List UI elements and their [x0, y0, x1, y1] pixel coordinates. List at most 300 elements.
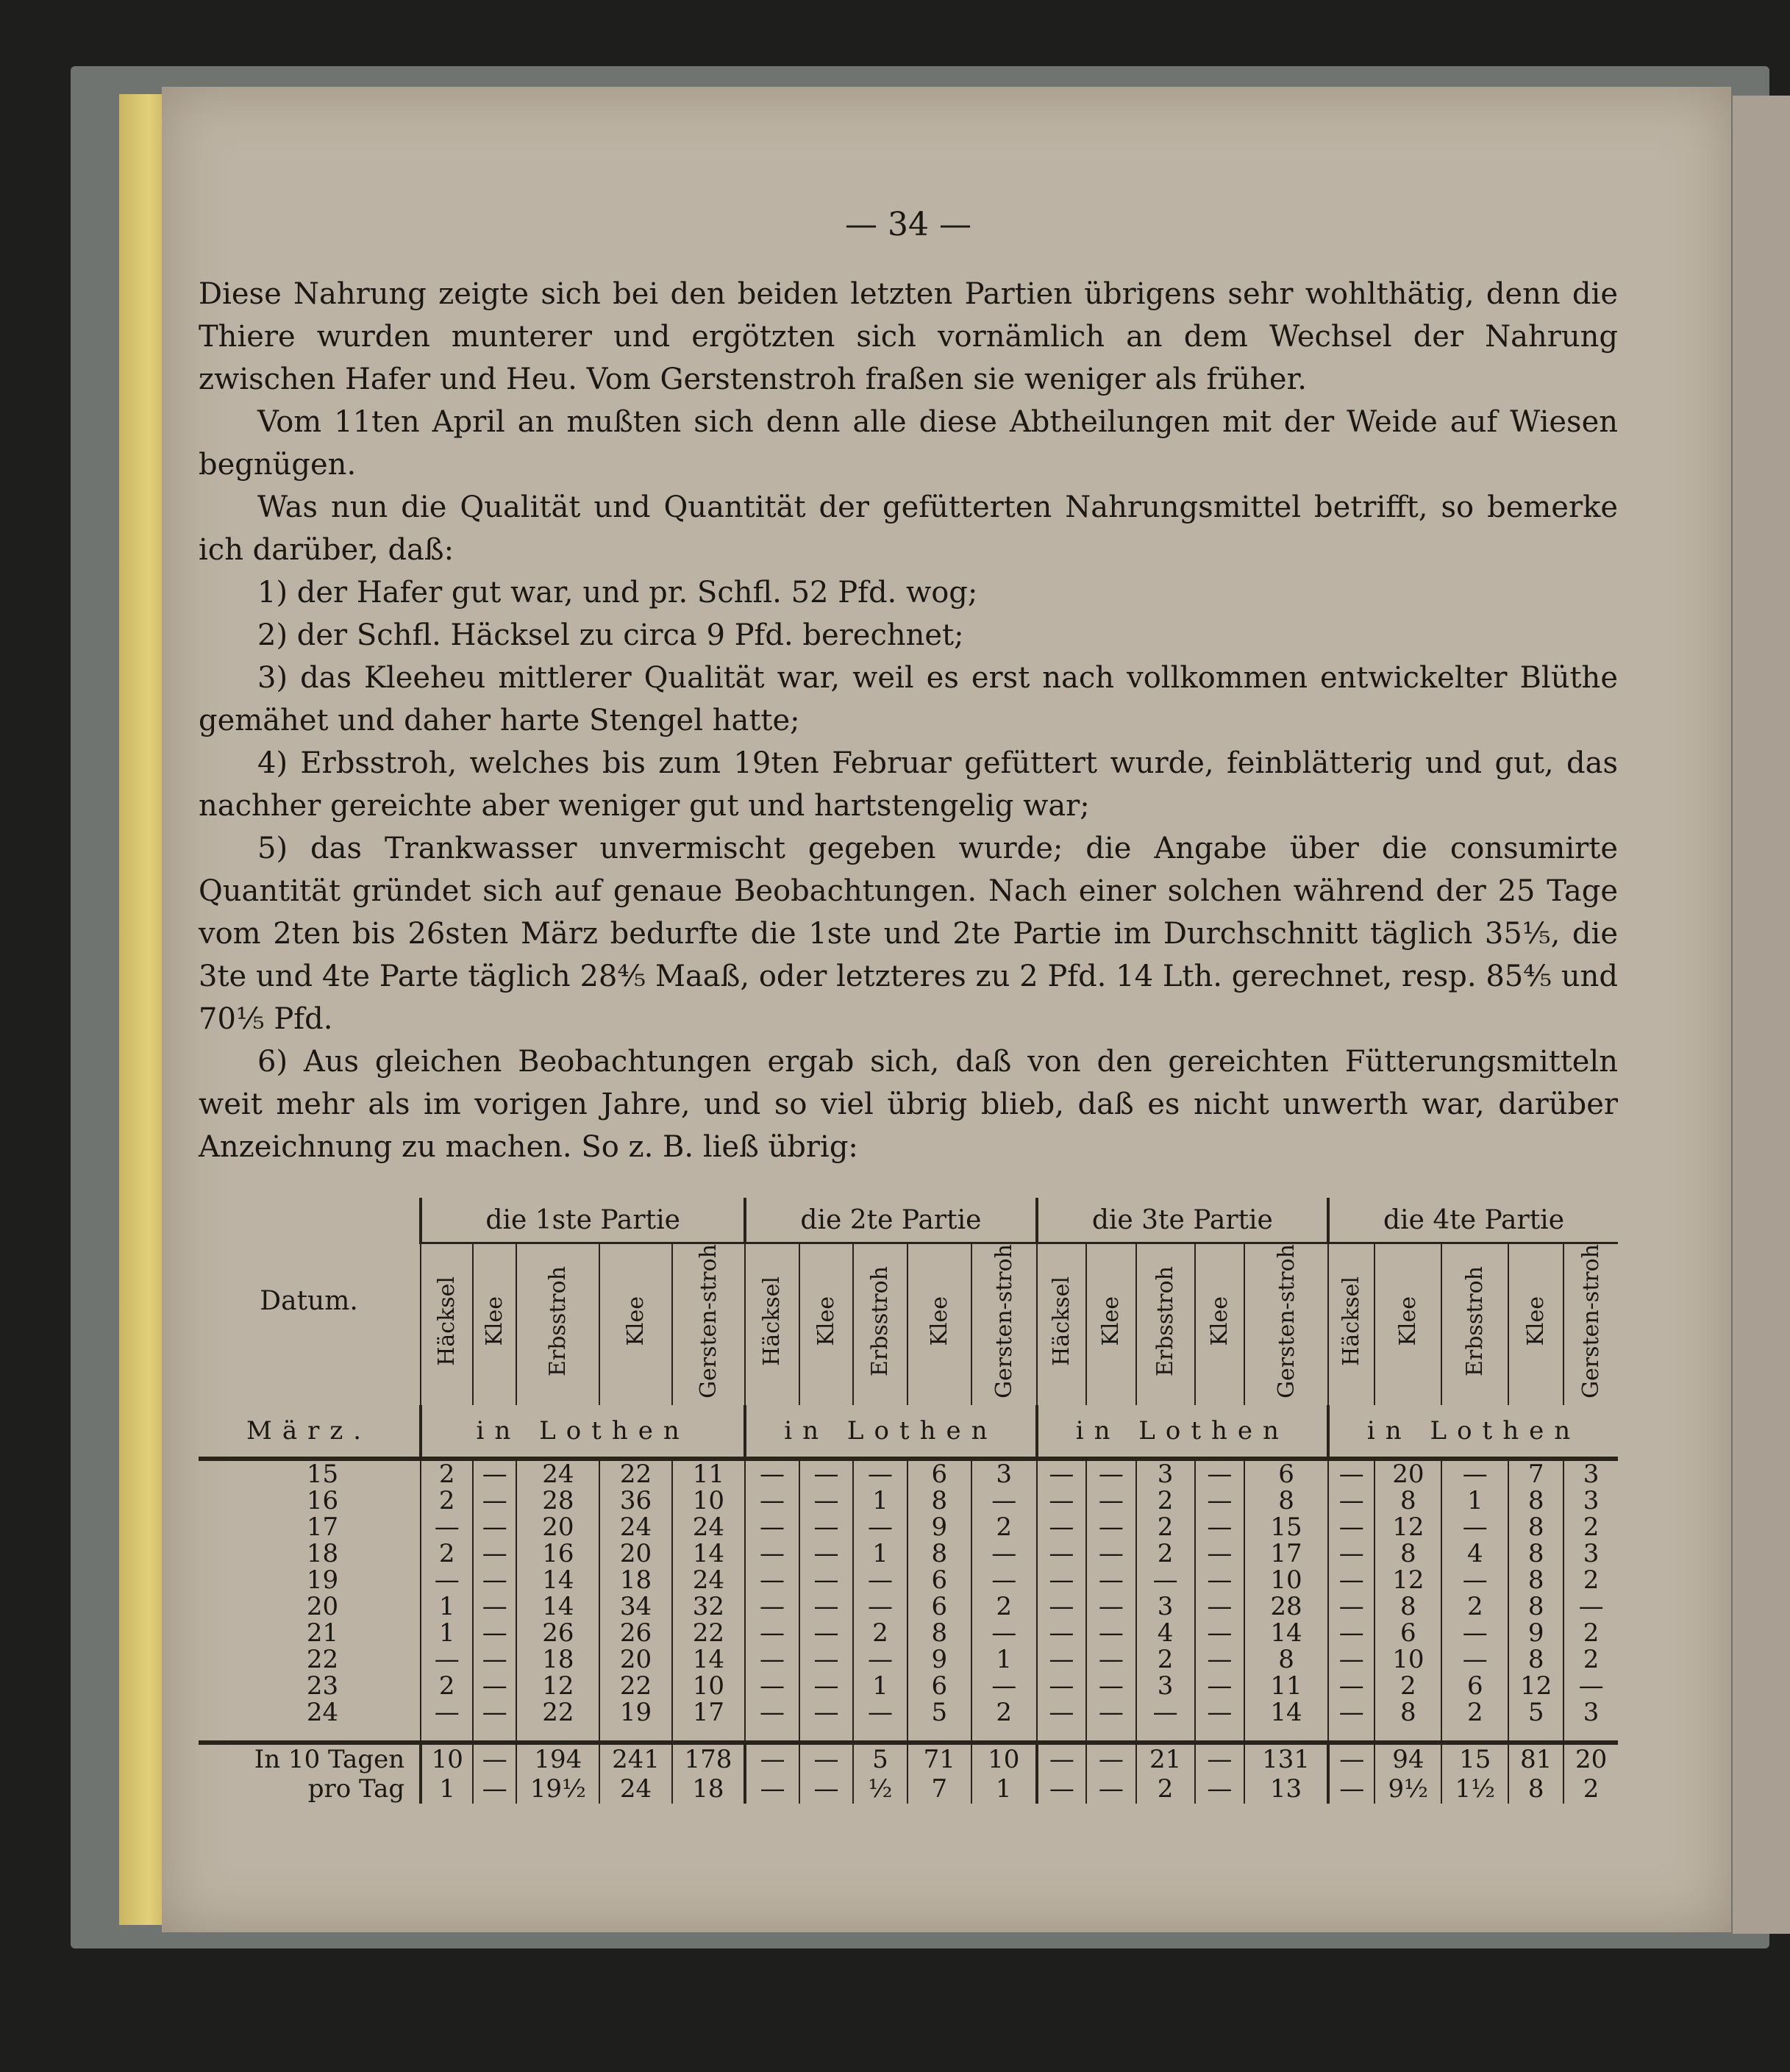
table-cell: 8	[1244, 1487, 1328, 1514]
table-row	[199, 1699, 1618, 1743]
table-cell: —	[1195, 1673, 1245, 1699]
column-header	[1244, 1243, 1328, 1405]
table-cell: 18	[516, 1646, 599, 1673]
table-cell: 28	[516, 1487, 599, 1514]
table-cell: 14	[672, 1646, 746, 1673]
table-cell: —	[799, 1567, 854, 1593]
totals-cell: 13	[1244, 1774, 1328, 1804]
table-row	[199, 1459, 1618, 1487]
table-cell: 24	[516, 1459, 599, 1487]
date-cell: 15	[306, 1459, 339, 1489]
table-cell: —	[1037, 1514, 1087, 1540]
table-row	[199, 1593, 1618, 1620]
table-cell: —	[1328, 1673, 1374, 1699]
table-cell: 6	[908, 1593, 971, 1620]
column-header	[1037, 1243, 1087, 1405]
unit-label: in Lothen	[1037, 1405, 1328, 1459]
table-cell: —	[1195, 1514, 1245, 1540]
column-header-text: Häcksel	[1048, 1276, 1074, 1366]
table-cell: —	[473, 1487, 516, 1514]
table-cell: 14	[516, 1593, 599, 1620]
unit-label: in Lothen	[421, 1405, 745, 1459]
table-cell: 8	[1508, 1487, 1563, 1514]
table-cell: 2	[1136, 1487, 1195, 1514]
table-cell: —	[799, 1459, 854, 1487]
table-cell: 20	[599, 1646, 671, 1673]
column-header	[599, 1243, 671, 1405]
column-header	[421, 1243, 473, 1405]
list-item-3: 3) das Kleeheu mittlerer Qualität war, weil es erst nach vollkommen entwickelter Blüthe gemähet und daher harte Stengel hatte;	[199, 661, 1618, 737]
table-cell: 14	[672, 1540, 746, 1567]
table-cell: 2	[421, 1540, 473, 1567]
partie-header: die 3te Partie	[1037, 1198, 1328, 1243]
totals-cell: 2	[1563, 1774, 1618, 1804]
table-cell: —	[971, 1673, 1037, 1699]
totals-cell: 1½	[1441, 1774, 1508, 1804]
table-cell: —	[1328, 1487, 1374, 1514]
paragraph-1: Diese Nahrung zeigte sich bei den beiden letzten Partien übrigens sehr wohlthätig, denn die Thiere wurden munterer und ergötzten sich vornämlich an dem Wechsel der Nahrung zwischen Hafer und Heu. Vom Gerstenstroh fraßen sie weniger als früher.	[199, 277, 1618, 396]
table-row	[199, 1487, 1618, 1514]
table-cell: 2	[1563, 1514, 1618, 1540]
table-body	[199, 1459, 1618, 1743]
table-cell: 6	[1374, 1620, 1441, 1646]
table-cell: —	[1563, 1593, 1618, 1620]
table-cell: 3	[1136, 1459, 1195, 1487]
table-cell: 2	[1563, 1567, 1618, 1593]
table-cell: —	[971, 1487, 1037, 1514]
table-cell: —	[1328, 1646, 1374, 1673]
table-cell: —	[1195, 1487, 1245, 1514]
table-cell: 12	[1374, 1514, 1441, 1540]
date-cell: 22	[306, 1644, 339, 1674]
table-cell: 12	[1508, 1673, 1563, 1699]
table-cell: —	[1328, 1540, 1374, 1567]
table-cell: —	[1195, 1593, 1245, 1620]
table-cell: 36	[599, 1487, 671, 1514]
table-cell: 28	[1244, 1593, 1328, 1620]
table-cell: 26	[599, 1620, 671, 1646]
list-item-1: 1) der Hafer gut war, und pr. Schfl. 52 Pfd. wog;	[257, 576, 978, 610]
table-cell: —	[1195, 1540, 1245, 1567]
month-label: März.	[199, 1405, 421, 1459]
column-header-text: Klee	[1206, 1296, 1233, 1346]
table-cell: 6	[1244, 1459, 1328, 1487]
table-cell: 2	[421, 1673, 473, 1699]
column-header-text: Häcksel	[759, 1276, 785, 1366]
table-cell: —	[799, 1487, 854, 1514]
table-cell: —	[745, 1699, 799, 1743]
table-cell: —	[1037, 1699, 1087, 1743]
table-cell: 11	[1244, 1673, 1328, 1699]
table-cell: 22	[516, 1699, 599, 1743]
table-cell: —	[1328, 1620, 1374, 1646]
table-cell: 2	[971, 1593, 1037, 1620]
column-header-text: Erbsstroh	[545, 1265, 571, 1376]
table-cell: —	[1195, 1459, 1245, 1487]
table-cell: 8	[1244, 1646, 1328, 1673]
column-header	[1508, 1243, 1563, 1405]
column-header	[799, 1243, 854, 1405]
table-cell: 22	[599, 1459, 671, 1487]
column-header-text: Klee	[623, 1296, 649, 1346]
column-header	[473, 1243, 516, 1405]
table-cell: 9	[908, 1514, 971, 1540]
date-cell: 19	[306, 1565, 339, 1595]
totals-cell: 71	[908, 1743, 971, 1774]
totals-cell: 241	[599, 1743, 671, 1774]
table-cell: 4	[1136, 1620, 1195, 1646]
table-cell: —	[1037, 1593, 1087, 1620]
page-number: — 34 —	[845, 206, 971, 243]
table-row	[199, 1673, 1618, 1699]
table-cell: 9	[908, 1646, 971, 1673]
totals-cell: —	[799, 1743, 854, 1774]
table-cell: —	[853, 1646, 908, 1673]
totals-cell: —	[1086, 1774, 1136, 1804]
table-header	[199, 1198, 1618, 1459]
totals-cell: 1	[971, 1774, 1037, 1804]
totals-cell: 19½	[516, 1774, 599, 1804]
column-header-text: Klee	[1395, 1296, 1422, 1346]
table-cell: —	[1086, 1540, 1136, 1567]
table-cell: —	[1086, 1620, 1136, 1646]
totals-cell: —	[745, 1774, 799, 1804]
table-cell: 2	[971, 1514, 1037, 1540]
table-cell: 22	[599, 1673, 671, 1699]
datum-label: Datum.	[260, 1286, 358, 1317]
table-cell: 1	[853, 1487, 908, 1514]
table-cell: 8	[1508, 1540, 1563, 1567]
table-cell: 3	[1136, 1673, 1195, 1699]
table-cell: —	[1195, 1699, 1245, 1743]
table-cell: 3	[971, 1459, 1037, 1487]
table-cell: —	[1086, 1593, 1136, 1620]
table-cell: 20	[516, 1514, 599, 1540]
column-header	[1195, 1243, 1245, 1405]
table-cell: —	[799, 1540, 854, 1567]
totals-label: pro Tag	[307, 1773, 405, 1804]
totals-cell: 131	[1244, 1743, 1328, 1774]
column-header	[1374, 1243, 1441, 1405]
table-cell: —	[853, 1593, 908, 1620]
column-header-text: Erbsstroh	[1152, 1265, 1179, 1376]
table-cell: 32	[672, 1593, 746, 1620]
table-cell: 2	[853, 1620, 908, 1646]
totals-cell: 24	[599, 1774, 671, 1804]
table-cell: —	[1441, 1514, 1508, 1540]
table-cell: 10	[672, 1487, 746, 1514]
table-cell: —	[745, 1514, 799, 1540]
table-cell: —	[799, 1593, 854, 1620]
table-cell: —	[1441, 1646, 1508, 1673]
column-header-text: Klee	[482, 1296, 508, 1346]
table-cell: —	[1037, 1673, 1087, 1699]
table-cell: 8	[1374, 1699, 1441, 1743]
table-cell: —	[799, 1673, 854, 1699]
table-cell: 3	[1563, 1540, 1618, 1567]
column-header-text: Klee	[813, 1296, 839, 1346]
table-cell: 20	[599, 1540, 671, 1567]
table-cell: 8	[908, 1620, 971, 1646]
table-cell: 24	[672, 1567, 746, 1593]
table-cell: 3	[1563, 1459, 1618, 1487]
totals-cell: 81	[1508, 1743, 1563, 1774]
table-cell: 8	[1508, 1567, 1563, 1593]
table-cell: —	[853, 1459, 908, 1487]
column-header	[1136, 1243, 1195, 1405]
table-cell: 2	[1563, 1646, 1618, 1673]
totals-cell: 178	[672, 1743, 746, 1774]
paragraph-2: Vom 11ten April an mußten sich denn alle diese Abtheilungen mit der Weide auf Wiesen begnügen.	[199, 405, 1618, 482]
column-header-text: Erbsstroh	[867, 1265, 894, 1376]
date-cell: 23	[306, 1671, 339, 1701]
list-item-6: 6) Aus gleichen Beobachtungen ergab sich, daß von den gereichten Fütterungsmitteln weit mehr als im vorigen Jahre, und so viel übrig blieb, daß es nicht unwerth war, darüber Anzeichnung zu machen. So z. B. ließ übrig:	[199, 1045, 1618, 1164]
table-cell: 18	[599, 1567, 671, 1593]
totals-cell: 194	[516, 1743, 599, 1774]
table-cell: 2	[421, 1487, 473, 1514]
table-cell: 4	[1441, 1540, 1508, 1567]
table-cell: 12	[516, 1673, 599, 1699]
column-header-text: Erbsstroh	[1462, 1265, 1488, 1376]
table-cell: 20	[1374, 1459, 1441, 1487]
totals-cell: 20	[1563, 1743, 1618, 1774]
table-cell: —	[1136, 1699, 1195, 1743]
table-cell: 2	[1136, 1514, 1195, 1540]
table-cell: 1	[853, 1540, 908, 1567]
totals-row	[199, 1774, 1618, 1804]
table-cell: 19	[599, 1699, 671, 1743]
totals-cell: 9½	[1374, 1774, 1441, 1804]
column-header-text: Häcksel	[1338, 1276, 1365, 1366]
totals-cell: 7	[908, 1774, 971, 1804]
table-cell: 2	[1136, 1646, 1195, 1673]
table-row	[199, 1646, 1618, 1673]
totals-row	[199, 1743, 1618, 1774]
table-cell: —	[1328, 1699, 1374, 1743]
table-cell: —	[1441, 1620, 1508, 1646]
totals-cell: 10	[971, 1743, 1037, 1774]
table-cell: —	[473, 1567, 516, 1593]
table-cell: 6	[908, 1567, 971, 1593]
table-cell: 1	[971, 1646, 1037, 1673]
table-cell: —	[1086, 1699, 1136, 1743]
table-cell: 8	[1374, 1593, 1441, 1620]
list-item-4: 4) Erbsstroh, welches bis zum 19ten Februar gefüttert wurde, feinblätterig und gut, das nachher gereichte aber weniger gut und hartstengelig war;	[199, 746, 1618, 823]
table-cell: 1	[1441, 1487, 1508, 1514]
table-cell: —	[1037, 1487, 1087, 1514]
column-header-text: Klee	[926, 1296, 952, 1346]
column-header	[1441, 1243, 1508, 1405]
table-cell: 7	[1508, 1459, 1563, 1487]
table-cell: —	[421, 1567, 473, 1593]
table-cell: —	[1195, 1646, 1245, 1673]
table-cell: —	[1086, 1459, 1136, 1487]
table-cell: —	[799, 1620, 854, 1646]
table-cell: 8	[1508, 1514, 1563, 1540]
table-cell: —	[1441, 1459, 1508, 1487]
table-cell: —	[473, 1620, 516, 1646]
column-header	[853, 1243, 908, 1405]
table-cell: —	[1037, 1540, 1087, 1567]
table-cell: —	[1195, 1620, 1245, 1646]
table-cell: —	[473, 1593, 516, 1620]
totals-cell: 15	[1441, 1743, 1508, 1774]
unit-label: in Lothen	[745, 1405, 1036, 1459]
table-cell: —	[745, 1487, 799, 1514]
column-header	[971, 1243, 1037, 1405]
page-content	[199, 118, 1618, 1804]
totals-cell: ½	[853, 1774, 908, 1804]
table-cell: 2	[971, 1699, 1037, 1743]
table-cell: 2	[421, 1459, 473, 1487]
table-cell: 10	[672, 1673, 746, 1699]
totals-cell: 21	[1136, 1743, 1195, 1774]
feed-table-wrapper	[199, 1198, 1618, 1804]
table-cell: —	[1563, 1673, 1618, 1699]
table-cell: 1	[853, 1673, 908, 1699]
table-cell: —	[971, 1567, 1037, 1593]
table-cell: —	[1441, 1567, 1508, 1593]
table-cell: 9	[1508, 1620, 1563, 1646]
totals-cell: —	[473, 1743, 516, 1774]
table-cell: —	[473, 1646, 516, 1673]
totals-cell: —	[1195, 1774, 1245, 1804]
table-cell: 2	[1441, 1699, 1508, 1743]
list-item-5: 5) das Trankwasser unvermischt gegeben wurde; die Angabe über die consumirte Quantität gründet sich auf genaue Beobachtungen. Nach einer solchen während der 25 Tage vom 2ten bis 26sten März bedurfte die 1ste und 2te Partie im Durchschnitt täglich 35⅕, die 3te und 4te Parte täglich 28⅘ Maaß, oder letzteres zu 2 Pfd. 14 Lth. gerechnet, resp. 85⅘ und 70⅕ Pfd.	[199, 832, 1618, 1036]
date-cell: 16	[306, 1485, 339, 1515]
table-cell: 2	[1136, 1540, 1195, 1567]
table-cell: —	[473, 1673, 516, 1699]
table-cell: —	[745, 1646, 799, 1673]
feed-table	[199, 1198, 1618, 1804]
totals-cell: —	[1037, 1743, 1087, 1774]
table-cell: —	[1037, 1567, 1087, 1593]
table-cell: —	[745, 1540, 799, 1567]
table-cell: —	[971, 1540, 1037, 1567]
totals-cell: 94	[1374, 1743, 1441, 1774]
table-cell: 1	[421, 1620, 473, 1646]
table-cell: —	[745, 1673, 799, 1699]
table-cell: —	[1037, 1459, 1087, 1487]
totals-label: In 10 Tagen	[199, 1743, 421, 1774]
table-cell: —	[1086, 1487, 1136, 1514]
table-cell: 12	[1374, 1567, 1441, 1593]
table-cell: 11	[672, 1459, 746, 1487]
totals-cell: 2	[1136, 1774, 1195, 1804]
table-cell: 6	[1441, 1673, 1508, 1699]
table-cell: 5	[1508, 1699, 1563, 1743]
table-cell: —	[421, 1514, 473, 1540]
table-cell: —	[1328, 1459, 1374, 1487]
table-cell: —	[1086, 1567, 1136, 1593]
column-header-text: Gersten-stroh	[695, 1244, 721, 1398]
table-cell: 6	[908, 1459, 971, 1487]
table-cell: —	[745, 1567, 799, 1593]
table-cell: —	[799, 1514, 854, 1540]
totals-cell: —	[473, 1774, 516, 1804]
table-cell: —	[421, 1699, 473, 1743]
column-header-text: Gersten-stroh	[1273, 1244, 1299, 1398]
table-cell: 8	[908, 1540, 971, 1567]
date-cell: 21	[306, 1618, 339, 1648]
column-header	[745, 1243, 799, 1405]
table-cell: —	[745, 1620, 799, 1646]
list-item-2: 2) der Schfl. Häcksel zu circa 9 Pfd. berechnet;	[257, 618, 964, 652]
table-cell: 26	[516, 1620, 599, 1646]
partie-header: die 2te Partie	[745, 1198, 1036, 1243]
table-cell: 1	[421, 1593, 473, 1620]
table-cell: 2	[1563, 1620, 1618, 1646]
table-cell: —	[799, 1646, 854, 1673]
table-cell: 24	[672, 1514, 746, 1540]
table-cell: —	[1086, 1646, 1136, 1673]
table-cell: —	[1328, 1514, 1374, 1540]
table-cell: 14	[516, 1567, 599, 1593]
totals-cell: 5	[853, 1743, 908, 1774]
table-cell: 10	[1244, 1567, 1328, 1593]
column-header	[1328, 1243, 1374, 1405]
table-cell: —	[971, 1620, 1037, 1646]
table-cell: —	[745, 1459, 799, 1487]
table-cell: 5	[908, 1699, 971, 1743]
table-cell: 2	[1374, 1673, 1441, 1699]
table-cell: 2	[1441, 1593, 1508, 1620]
column-header-text: Gersten-stroh	[991, 1244, 1017, 1398]
totals-cell: 18	[672, 1774, 746, 1804]
table-row	[199, 1514, 1618, 1540]
table-cell: 3	[1563, 1699, 1618, 1743]
column-header	[672, 1243, 746, 1405]
date-cell: 20	[306, 1591, 339, 1621]
next-page-edge	[1733, 96, 1790, 1934]
table-cell: —	[853, 1567, 908, 1593]
column-header-text: Klee	[1523, 1296, 1550, 1346]
totals-cell: —	[1328, 1774, 1374, 1804]
partie-header: die 1ste Partie	[421, 1198, 745, 1243]
table-cell: 10	[1374, 1646, 1441, 1673]
column-header-text: Gersten-stroh	[1578, 1244, 1605, 1398]
table-cell: —	[1136, 1567, 1195, 1593]
table-cell: —	[1195, 1567, 1245, 1593]
table-cell: 22	[672, 1620, 746, 1646]
table-cell: 14	[1244, 1699, 1328, 1743]
table-cell: —	[1037, 1620, 1087, 1646]
totals-cell: —	[745, 1743, 799, 1774]
table-cell: 8	[1508, 1593, 1563, 1620]
totals-cell: —	[1328, 1743, 1374, 1774]
totals-cell: 10	[421, 1743, 473, 1774]
table-cell: 8	[1508, 1646, 1563, 1673]
table-cell: —	[853, 1699, 908, 1743]
date-cell: 24	[306, 1697, 339, 1727]
table-cell: 16	[516, 1540, 599, 1567]
table-cell: —	[473, 1514, 516, 1540]
table-row	[199, 1567, 1618, 1593]
table-cell: 15	[1244, 1514, 1328, 1540]
table-row	[199, 1540, 1618, 1567]
table-cell: 17	[1244, 1540, 1328, 1567]
totals-cell: —	[1195, 1743, 1245, 1774]
table-cell: 8	[908, 1487, 971, 1514]
totals-cell: —	[1037, 1774, 1087, 1804]
table-cell: —	[1086, 1514, 1136, 1540]
date-cell: 18	[306, 1538, 339, 1568]
totals-cell: —	[799, 1774, 854, 1804]
table-cell: 24	[599, 1514, 671, 1540]
column-header-text: Häcksel	[434, 1276, 460, 1366]
table-cell: 6	[908, 1673, 971, 1699]
table-totals	[199, 1743, 1618, 1804]
